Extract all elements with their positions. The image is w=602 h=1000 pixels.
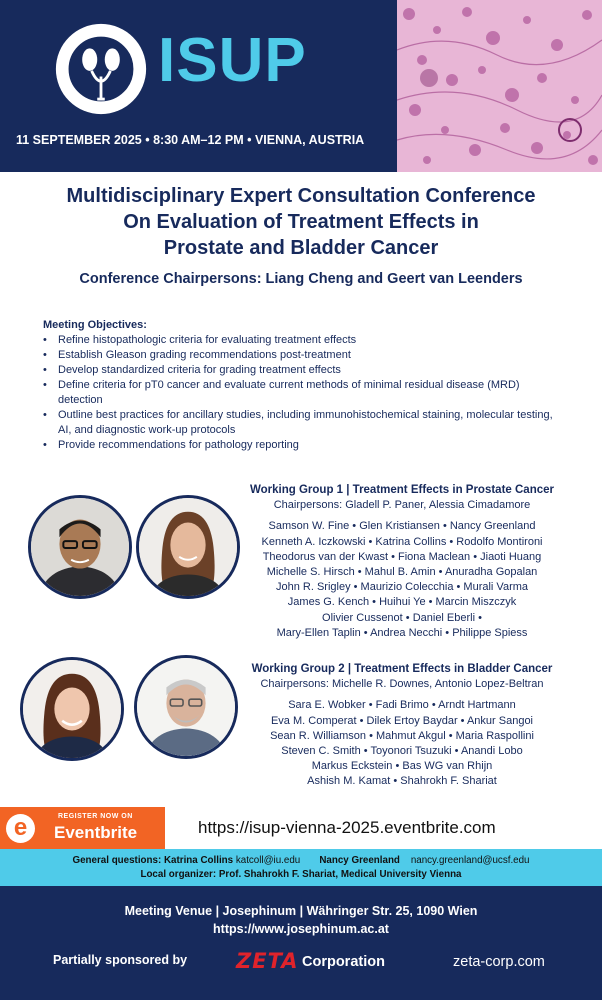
wg1-member-row: Theodorus van der Kwast • Fiona Maclean • Jiaoti Huang — [262, 550, 542, 563]
contact-band — [0, 849, 602, 886]
wg2-member-row: Sara E. Wobker • Fadi Brimo • Arndt Hartmann — [288, 699, 516, 712]
wg2-member-row: Steven C. Smith • Toyonori Tsuzuki • Anandi Lobo — [281, 745, 523, 758]
wg1-member-row: James G. Kench • Huihui Ye • Marcin Miszczyk — [287, 596, 517, 609]
objective-item: • Refine histopathologic criteria for evaluating treatment effects — [43, 333, 563, 348]
wg2-member-row: Eva M. Comperat • Dilek Ertoy Baydar • Ankur Sangoi — [270, 714, 534, 727]
title-line-2: On Evaluation of Treatment Effects in — [123, 211, 479, 233]
conference-title — [0, 183, 602, 261]
event-dateline: 11 SEPTEMBER 2025 • 8:30 AM–12 PM • VIENNA, AUSTRIA — [16, 133, 365, 147]
wg2-member-row: Sean R. Williamson • Mahmut Akgul • Maria Raspollini — [270, 729, 534, 742]
contact1-email-link[interactable]: katcoll@iu.edu — [235, 855, 301, 866]
objectives-heading: Meeting Objectives: — [43, 319, 147, 331]
zeta-logo: ZETA — [236, 949, 299, 973]
working-group-1 — [233, 483, 571, 641]
venue-url-link[interactable]: https://www.josephinum.ac.at — [213, 922, 389, 936]
wg1-title: Working Group 1 | Treatment Effects in Prostate Cancer — [250, 484, 554, 496]
meeting-venue: Meeting Venue | Josephinum | Währinger Str. 25, 1090 Wien — [124, 904, 478, 918]
chair-photo-cimadamore — [136, 495, 240, 599]
histology-image — [397, 0, 602, 172]
wg1-member-row: John R. Srigley • Maurizio Colecchia • Murali Varma — [275, 581, 529, 594]
isup-seal-icon — [54, 22, 148, 116]
chair-photo-paner — [28, 495, 132, 599]
sponsor-label: Partially sponsored by — [53, 953, 188, 967]
register-now-label: REGISTER NOW ON — [58, 813, 133, 820]
wg1-member-row: Olivier Cussenot • Daniel Eberli • — [322, 611, 482, 624]
wg1-chairpersons: Chairpersons: Gladell P. Paner, Alessia Cimadamore — [273, 499, 531, 512]
chair-photo-downes — [20, 657, 124, 761]
wg2-member-row: Markus Eckstein • Bas WG van Rhijn — [311, 760, 493, 773]
objective-item: • Establish Gleason grading recommendations post-treatment — [43, 348, 563, 363]
objective-item: • Provide recommendations for pathology reporting — [43, 438, 563, 453]
general-questions-line — [0, 854, 602, 868]
local-organizer-name: Prof. Shahrokh F. Shariat, Medical University Vienna — [218, 868, 462, 880]
local-organizer-line — [0, 868, 602, 882]
title-line-1: Multidisciplinary Expert Consultation Conference — [66, 185, 536, 207]
footer-banner — [0, 886, 602, 1000]
general-questions-label: General questions: — [72, 855, 162, 866]
conference-chairpersons: Conference Chairpersons: Liang Cheng and Geert van Leenders — [79, 271, 523, 287]
objective-item: • Develop standardized criteria for grading treatment effects — [43, 363, 563, 378]
local-organizer-label: Local organizer: — [140, 868, 217, 880]
sponsor-name: Corporation — [302, 954, 385, 970]
contact1-name: Katrina Collins — [163, 855, 234, 866]
header-banner — [0, 0, 602, 172]
eventbrite-url-link[interactable]: https://isup-vienna-2025.eventbrite.com — [198, 818, 496, 837]
sponsor-url-link[interactable]: zeta-corp.com — [453, 954, 545, 970]
objectives-list — [43, 333, 563, 453]
contact2-email-link[interactable]: nancy.greenland@ucsf.edu — [410, 855, 530, 866]
title-line-3: Prostate and Bladder Cancer — [163, 237, 439, 259]
wg1-member-row: Samson W. Fine • Glen Kristiansen • Nancy Greenland — [268, 520, 536, 533]
objective-item: • Define criteria for pT0 cancer and evaluate current methods of minimal residual disease (MRD) detection — [43, 378, 563, 408]
eventbrite-brand: Eventbrite — [54, 823, 138, 842]
wg1-member-row: Kenneth A. Iczkowski • Katrina Collins • Rodolfo Montironi — [261, 535, 543, 548]
isup-logo-text: ISUP — [158, 26, 307, 95]
chair-photo-lopez-beltran — [134, 655, 238, 759]
eventbrite-e-icon: e — [6, 814, 35, 843]
wg1-member-row: Michelle S. Hirsch • Mahul B. Amin • Anuradha Gopalan — [266, 566, 538, 579]
register-eventbrite-button[interactable] — [0, 807, 165, 849]
wg1-member-row: Mary-Ellen Taplin • Andrea Necchi • Philippe Spiess — [276, 626, 528, 639]
objective-item: • Outline best practices for ancillary studies, including immunohistochemical staining, molecular testing, AI, and diagnostic work-up protocols — [43, 408, 563, 438]
contact2-name: Nancy Greenland — [319, 855, 400, 866]
wg2-chairpersons: Chairpersons: Michelle R. Downes, Antonio Lopez-Beltran — [260, 678, 544, 691]
wg2-member-row: Ashish M. Kamat • Shahrokh F. Shariat — [307, 775, 497, 788]
working-group-2 — [233, 662, 571, 790]
meeting-objectives — [43, 318, 563, 453]
wg2-title: Working Group 2 | Treatment Effects in Bladder Cancer — [251, 663, 553, 675]
